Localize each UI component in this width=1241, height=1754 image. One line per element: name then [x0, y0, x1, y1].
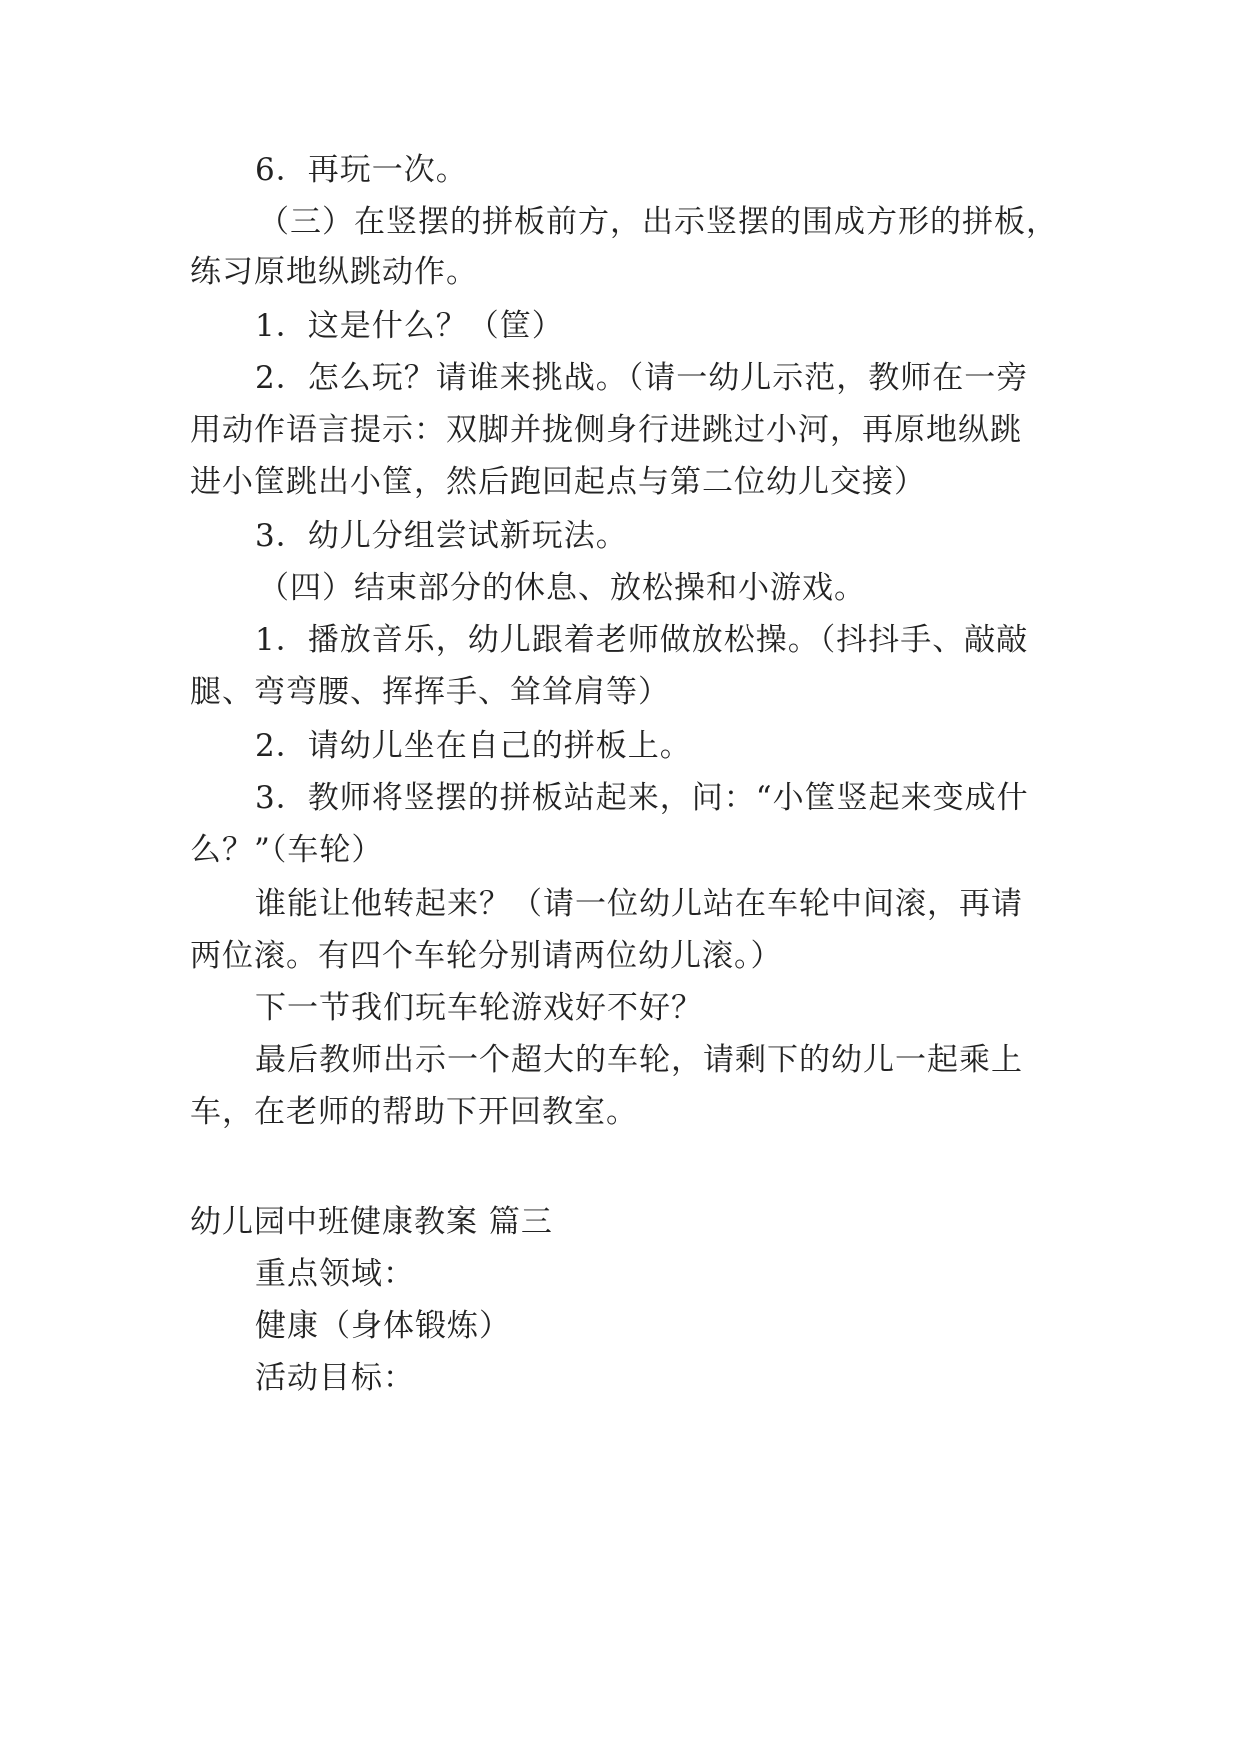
- paragraph-line: 活动目标：: [255, 1360, 415, 1396]
- paragraph-line: 进小筐跳出小筐，然后跑回起点与第二位幼儿交接）: [190, 464, 926, 500]
- paragraph-line: 1．这是什么？（筐）: [255, 308, 564, 344]
- paragraph-line: 用动作语言提示：双脚并拢侧身行进跳过小河，再原地纵跳: [190, 412, 1022, 448]
- paragraph-line: 2．怎么玩？请谁来挑战。（请一幼儿示范，教师在一旁: [255, 360, 1029, 396]
- paragraph-line: 谁能让他转起来？（请一位幼儿站在车轮中间滚，再请: [255, 886, 1023, 922]
- paragraph-line: 健康（身体锻炼）: [255, 1308, 511, 1344]
- paragraph-line: 腿、弯弯腰、挥挥手、耸耸肩等）: [190, 674, 670, 710]
- paragraph-line: 重点领域：: [255, 1256, 415, 1292]
- paragraph-line: 两位滚。有四个车轮分别请两位幼儿滚。）: [190, 938, 783, 974]
- paragraph-line: 车，在老师的帮助下开回教室。: [190, 1094, 638, 1130]
- paragraph-line: 练习原地纵跳动作。: [190, 254, 478, 290]
- paragraph-line: 下一节我们玩车轮游戏好不好？: [255, 990, 703, 1026]
- section-heading-3: （三）在竖摆的拼板前方，出示竖摆的围成方形的拼板，: [258, 204, 1058, 240]
- paragraph-line: 2．请幼儿坐在自己的拼板上。: [255, 728, 692, 764]
- paragraph-line: 最后教师出示一个超大的车轮，请剩下的幼儿一起乘上: [255, 1042, 1023, 1078]
- section-title: 幼儿园中班健康教案 篇三: [190, 1204, 553, 1240]
- paragraph-line: 3．教师将竖摆的拼板站起来，问：“小筐竖起来变成什: [255, 780, 1029, 816]
- paragraph-line: 6．再玩一次。: [255, 152, 468, 188]
- paragraph-line: 么？”（车轮）: [190, 832, 384, 868]
- paragraph-line: 3．幼儿分组尝试新玩法。: [255, 518, 628, 554]
- section-heading-4: （四）结束部分的休息、放松操和小游戏。: [258, 570, 866, 606]
- paragraph-line: 1．播放音乐，幼儿跟着老师做放松操。（抖抖手、敲敲: [255, 622, 1029, 658]
